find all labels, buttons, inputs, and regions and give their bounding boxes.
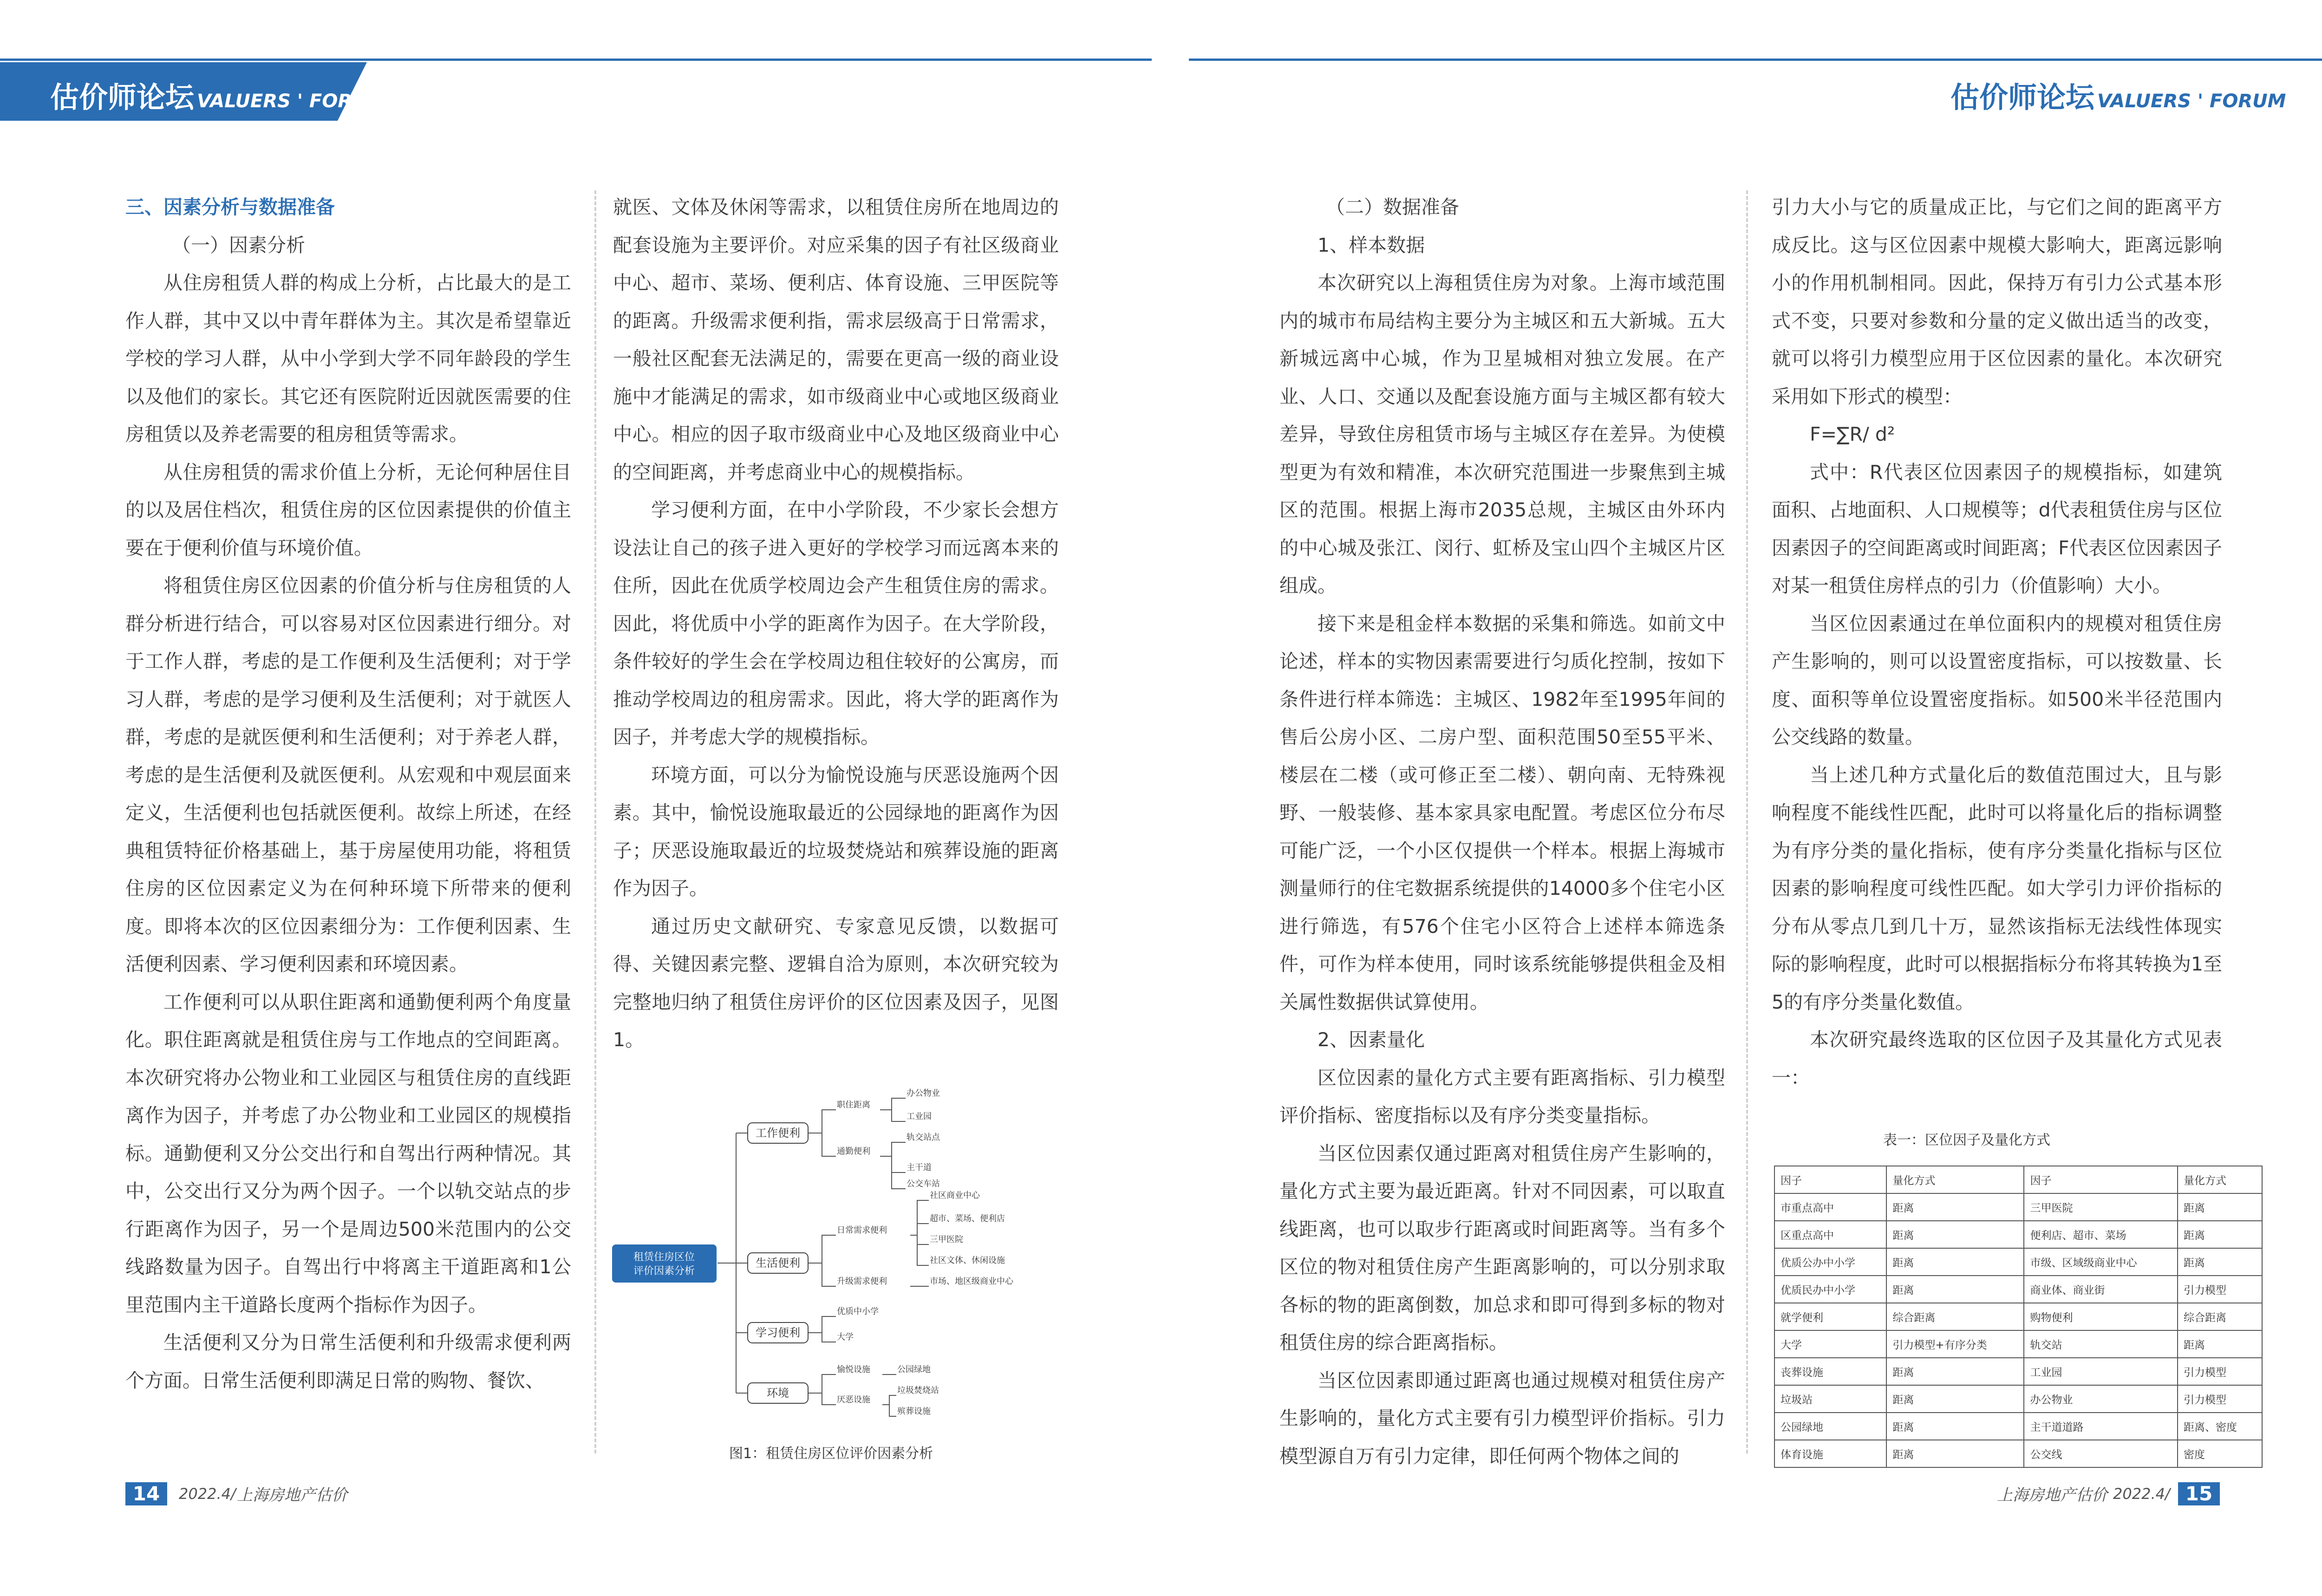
table-cell: 优质公办中小学 <box>1774 1248 1886 1276</box>
diagram-leaf-label: 轨交站点 <box>907 1133 940 1142</box>
page-number-right: 15 <box>2178 1482 2220 1505</box>
brand-title-en: VALUERS ' FORUM <box>197 91 386 112</box>
paragraph: 当上述几种方式量化后的数值范围过大，且与影响程度不能线性匹配，此时可以将量化后的指标调整为有序分类的量化指标，使有序分类量化指标与区位因素的影响程度可线性匹配。如大学引力评价指标的分布从零点几到几十万，显然该指标无法线性体现实际的影响程度，此时可以根据指标分布将其转换为1至5的有序分类量化数值。 <box>1772 763 2222 1013</box>
paragraph: 生活便利又分为日常生活便利和升级需求便利两个方面。日常生活便利即满足日常的购物、餐饮、 <box>125 1331 571 1392</box>
paragraph: 学习便利方面，在中小学阶段，不少家长会想方设法让自己的孩子进入更好的学校学习而远离本来的住所，因此在优质学校周边会产生租赁住房的需求。因此，将优质中小学的距离作为因子。在大学阶段，条件较好的学生会在学校周边租住较好的公寓房，而推动学校周边的租房需求。因此，将大学的距离作为因子，并考虑大学的规模指标。 <box>613 499 1059 748</box>
table-cell: 距离 <box>1886 1440 2024 1467</box>
table-row <box>1774 1166 2262 1193</box>
diagram-leaf-label: 办公物业 <box>907 1088 940 1098</box>
diagram-factor-label: 学习便利 <box>756 1326 800 1339</box>
table-cell: 办公物业 <box>2024 1385 2178 1413</box>
diagram-leaf-label: 社区商业中心 <box>930 1191 980 1200</box>
table-cell: 距离 <box>2178 1330 2262 1358</box>
diagram-leaf-label: 工业园 <box>907 1112 932 1121</box>
figure-caption: 图1：租赁住房区位评价因素分析 <box>729 1446 933 1462</box>
factor-mindmap-diagram <box>608 1088 1073 1430</box>
diagram-sub-label: 愉悦设施 <box>837 1365 870 1375</box>
diagram-sub-label: 职住距离 <box>837 1100 870 1110</box>
table-row <box>1774 1330 2262 1358</box>
brand-title-en: VALUERS ' FORUM <box>2097 91 2286 112</box>
paragraph: 区位因素的量化方式主要有距离指标、引力模型评价指标、密度指标以及有序分类变量指标。 <box>1279 1066 1725 1127</box>
subsection-heading: （一）因素分析 <box>172 234 305 256</box>
magazine-signature-left: 上海房地产估价 <box>237 1486 347 1505</box>
issue-label-right: 2022.4/ <box>2113 1485 2170 1503</box>
table-cell: 引力模型+有序分类 <box>1886 1330 2024 1358</box>
diagram-leaf-label: 社区文体、休闲设施 <box>930 1256 1005 1265</box>
paragraph: 通过历史文献研究、专家意见反馈，以数据可得、关键因素完整、逻辑自洽为原则，本次研究较为完整地归纳了租赁住房评价的区位因素及因子，见图1。 <box>613 915 1059 1051</box>
header-brand-right <box>1950 74 2286 116</box>
text-column-1 <box>125 189 571 1400</box>
table-cell: 引力模型 <box>2178 1385 2262 1413</box>
table-cell: 距离 <box>2178 1248 2262 1276</box>
header-rule-left <box>0 59 1152 61</box>
paragraph: 接下来是租金样本数据的采集和筛选。如前文中论述，样本的实物因素需要进行匀质化控制，按如下条件进行样本筛选：主城区、1982年至1995年间的售后公房小区、二房户型、面积范围50至55平米、楼层在二楼（或可修正至二楼）、朝向南、无特殊视野、一般装修、基本家具家电配置。考虑区位分布尽可能广泛，一个小区仅提供一个样本。根据上海城市测量师行的住宅数据系统提供的14000多个住宅小区进行筛选，有576个住宅小区符合上述样本筛选条件，可作为样本使用，同时该系统能够提供租金及相关属性数据供试算使用。 <box>1279 612 1725 1013</box>
table-cell: 体育设施 <box>1774 1440 1886 1467</box>
table-cell: 综合距离 <box>1886 1303 2024 1330</box>
diagram-factor-label: 环境 <box>767 1387 789 1400</box>
table-cell: 市级、区域级商业中心 <box>2024 1248 2178 1276</box>
minor-heading: 2、因素量化 <box>1318 1029 1425 1051</box>
table-row <box>1774 1385 2262 1413</box>
diagram-factor-label: 工作便利 <box>756 1127 800 1140</box>
table-cell: 便利店、超市、菜场 <box>2024 1221 2178 1248</box>
table-row <box>1774 1440 2262 1467</box>
table-row <box>1774 1413 2262 1440</box>
header-brand-left <box>50 74 385 116</box>
table-row <box>1774 1358 2262 1385</box>
table-row <box>1774 1248 2262 1276</box>
table-cell: 公交线 <box>2024 1440 2178 1467</box>
section-heading: 三、因素分析与数据准备 <box>125 196 335 218</box>
header-rule-right <box>1189 59 2322 61</box>
minor-heading: 1、样本数据 <box>1318 234 1425 256</box>
table-cell: 距离 <box>1886 1413 2024 1440</box>
table-cell: 垃圾站 <box>1774 1385 1886 1413</box>
paragraph: 当区位因素仅通过距离对租赁住房产生影响的，量化方式主要为最近距离。针对不同因素，可以取直线距离，也可以取步行距离或时间距离等。当有多个区位的物对租赁住房产生距离影响的，可以分别求取各标的物的距离倒数，加总求和即可得到多标的物对租赁住房的综合距离指标。 <box>1279 1142 1725 1354</box>
paragraph: 当区位因素即通过距离也通过规模对租赁住房产生影响的，量化方式主要有引力模型评价指标。引力模型源自万有引力定律，即任何两个物体之间的 <box>1279 1369 1725 1467</box>
diagram-leaf-label: 公园绿地 <box>897 1365 931 1375</box>
paragraph: 就医、文体及休闲等需求，以租赁住房所在地周边的配套设施为主要评价。对应采集的因子有社区级商业中心、超市、菜场、便利店、体育设施、三甲医院等的距离。升级需求便利指，需求层级高于日常需求，一般社区配套无法满足的，需要在更高一级的商业设施中才能满足的需求，如市级商业中心或地区级商业中心。相应的因子取市级商业中心及地区级商业中心的空间距离，并考虑商业中心的规模指标。 <box>613 196 1059 483</box>
table-cell: 距离 <box>1886 1221 2024 1248</box>
table-cell: 主干道道路 <box>2024 1413 2178 1440</box>
table-cell: 密度 <box>2178 1440 2262 1467</box>
table-row <box>1774 1276 2262 1303</box>
table-cell: 市重点高中 <box>1774 1193 1886 1221</box>
diagram-leaf-label: 三甲医院 <box>930 1235 963 1244</box>
paragraph: 环境方面，可以分为愉悦设施与厌恶设施两个因素。其中，愉悦设施取最近的公园绿地的距离作为因子；厌恶设施取最近的垃圾焚烧站和殡葬设施的距离作为因子。 <box>613 763 1059 899</box>
text-column-4 <box>1772 189 2222 1097</box>
table-cell: 引力模型 <box>2178 1276 2262 1303</box>
paragraph: 本次研究以上海租赁住房为对象。上海市域范围内的城市布局结构主要分为主城区和五大新城。五大新城远离中心城，作为卫星城相对独立发展。在产业、人口、交通以及配套设施方面与主城区都有较大差异，导致住房租赁市场与主城区存在差异。为使模型更为有效和精准，本次研究范围进一步聚焦到主城区的范围。根据上海市2035总规，主城区由外环内的中心城及张江、闵行、虹桥及宝山四个主城区片区组成。 <box>1279 272 1725 597</box>
issue-label-left: 2022.4/ <box>179 1485 236 1503</box>
table-cell: 量化方式 <box>2178 1166 2262 1193</box>
table-cell: 综合距离 <box>2178 1303 2262 1330</box>
paragraph: 本次研究最终选取的区位因子及其量化方式见表一： <box>1772 1029 2222 1089</box>
diagram-leaf-label: 垃圾焚烧站 <box>897 1386 939 1395</box>
diagram-leaf-label: 超市、菜场、便利店 <box>930 1214 1005 1224</box>
paragraph: 将租赁住房区位因素的价值分析与住房租赁的人群分析进行结合，可以容易对区位因素进行细分。对于工作人群，考虑的是工作便利及生活便利；对于学习人群，考虑的是学习便利及生活便利；对于就医人群，考虑的是就医便利和生活便利；对于养老人群，考虑的是生活便利及就医便利。从宏观和中观层面来定义，生活便利也包括就医便利。故综上所述，在经典租赁特征价格基础上，基于房屋使用功能，将租赁住房的区位因素定义为在何种环境下所带来的便利度。即将本次的区位因素细分为：工作便利因素、生活便利因素、学习便利因素和环境因素。 <box>125 574 571 975</box>
magazine-signature-right: 上海房地产估价 <box>1997 1486 2107 1505</box>
text-column-3 <box>1279 189 1725 1475</box>
table-cell: 大学 <box>1774 1330 1886 1358</box>
paragraph: 式中：R代表区位因素因子的规模指标，如建筑面积、占地面积、人口规模等；d代表租赁住房与区位因素因子的空间距离或时间距离；F代表区位因素因子对某一租赁住房样点的引力（价值影响）大小。 <box>1772 461 2222 597</box>
paragraph: 工作便利可以从职住距离和通勤便利两个角度量化。职住距离就是租赁住房与工作地点的空间距离。本次研究将办公物业和工业园区与租赁住房的直线距离作为因子，并考虑了办公物业和工业园区的规模指标。通勤便利又分公交出行和自驾出行两种情况。其中，公交出行又分为两个因子。一个以轨交站点的步行距离作为因子，另一个是周边500米范围内的公交线路数量为因子。自驾出行中将离主干道距离和1公里范围内主干道路长度两个指标作为因子。 <box>125 990 571 1316</box>
table-cell: 距离、密度 <box>2178 1413 2262 1440</box>
diagram-leaf-label: 主干道 <box>907 1163 932 1173</box>
paragraph: 引力大小与它的质量成正比，与它们之间的距离平方成反比。这与区位因素中规模大影响大，距离远影响小的作用机制相同。因此，保持万有引力公式基本形式不变，只要对参数和分量的定义做出适当的改变，就可以将引力模型应用于区位因素的量化。本次研究采用如下形式的模型： <box>1772 196 2222 408</box>
diagram-factor-label: 生活便利 <box>756 1257 800 1270</box>
table-cell: 距离 <box>1886 1193 2024 1221</box>
table-cell: 工业园 <box>2024 1358 2178 1385</box>
text-column-2 <box>613 189 1059 1059</box>
diagram-leaf-label: 公交车站 <box>907 1179 940 1189</box>
subsection-heading: （二）数据准备 <box>1326 196 1459 218</box>
table-cell: 就学便利 <box>1774 1303 1886 1330</box>
factor-table <box>1774 1166 2263 1468</box>
table-cell: 量化方式 <box>1886 1166 2024 1193</box>
diagram-leaf-label: 市场、地区级商业中心 <box>930 1277 1013 1286</box>
table-cell: 商业体、商业街 <box>2024 1276 2178 1303</box>
diagram-leaf-label: 优质中小学 <box>837 1307 879 1316</box>
table-cell: 引力模型 <box>2178 1358 2262 1385</box>
table-cell: 因子 <box>1774 1166 1886 1193</box>
table-cell: 公园绿地 <box>1774 1413 1886 1440</box>
table-cell: 距离 <box>1886 1358 2024 1385</box>
table-cell: 购物便利 <box>2024 1303 2178 1330</box>
paragraph: 当区位因素通过在单位面积内的规模对租赁住房产生影响的，则可以设置密度指标，可以按数量、长度、面积等单位设置密度指标。如500米半径范围内公交线路的数量。 <box>1772 612 2222 748</box>
paragraph: 从住房租赁的需求价值上分析，无论何种居住目的以及居住档次，租赁住房的区位因素提供的价值主要在于便利价值与环境价值。 <box>125 461 571 559</box>
table-cell: 三甲医院 <box>2024 1193 2178 1221</box>
diagram-sub-label: 厌恶设施 <box>837 1395 870 1405</box>
table-title: 表一：区位因子及量化方式 <box>1883 1132 2050 1148</box>
table-cell: 距离 <box>1886 1385 2024 1413</box>
page-number-left: 14 <box>125 1482 167 1505</box>
table-cell: 丧葬设施 <box>1774 1358 1886 1385</box>
diagram-root-label-1: 租赁住房区位 <box>633 1251 695 1263</box>
formula: F=∑R/ d² <box>1810 423 1895 445</box>
table-cell: 区重点高中 <box>1774 1221 1886 1248</box>
column-divider <box>594 190 596 1453</box>
diagram-sub-label: 日常需求便利 <box>837 1225 887 1235</box>
diagram-sub-label: 升级需求便利 <box>837 1277 887 1286</box>
diagram-leaf-label: 大学 <box>837 1332 854 1342</box>
diagram-sub-label: 通勤便利 <box>837 1147 870 1156</box>
table-cell: 因子 <box>2024 1166 2178 1193</box>
table-row <box>1774 1193 2262 1221</box>
table-cell: 距离 <box>1886 1276 2024 1303</box>
table-cell: 距离 <box>2178 1221 2262 1248</box>
brand-title-zh: 估价师论坛 <box>50 80 195 114</box>
table-row <box>1774 1221 2262 1248</box>
brand-title-zh: 估价师论坛 <box>1950 80 2095 114</box>
table-row <box>1774 1303 2262 1330</box>
table-cell: 距离 <box>2178 1193 2262 1221</box>
paragraph: 从住房租赁人群的构成上分析，占比最大的是工作人群，其中又以中青年群体为主。其次是希望靠近学校的学习人群，从中小学到大学不同年龄段的学生以及他们的家长。其它还有医院附近因就医需要的住房租赁以及养老需要的租房租赁等需求。 <box>125 272 571 445</box>
table-cell: 优质民办中小学 <box>1774 1276 1886 1303</box>
diagram-root-label-2: 评价因素分析 <box>633 1265 695 1277</box>
column-divider <box>1746 190 1748 1453</box>
table-cell: 距离 <box>1886 1248 2024 1276</box>
table-cell: 轨交站 <box>2024 1330 2178 1358</box>
diagram-leaf-label: 殡葬设施 <box>897 1407 931 1416</box>
